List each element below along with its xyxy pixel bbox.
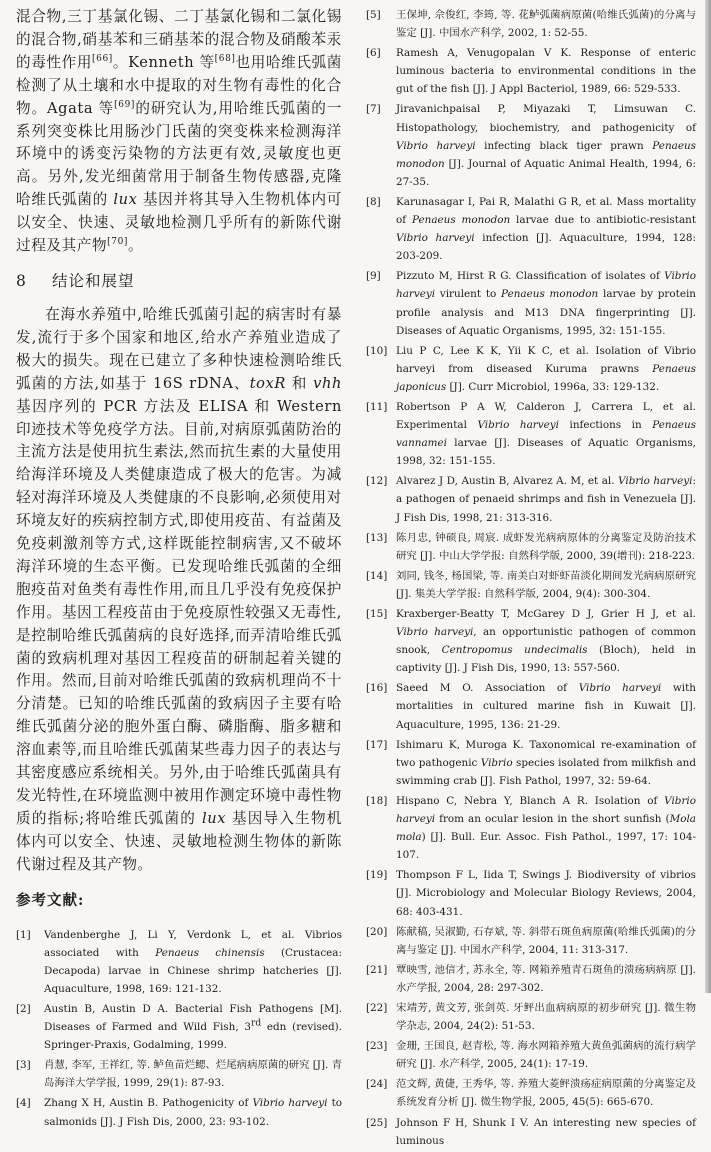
- reference-text: [396, 44, 696, 98]
- reference-item: [366, 961, 696, 997]
- italic-term: Penaeus chinensis: [155, 946, 265, 959]
- text: 基因导入生物机体内可以安全、快速、灵敏地检测生物体的新陈代谢过程及其产物。: [16, 809, 342, 873]
- reference-number: [8]: [366, 195, 381, 208]
- reference-segment: (Crustacea: Decapoda) larvae in Chinese shrimp hatcheries [J]. Aquaculture, 1998, 169: 121-132.: [44, 946, 342, 995]
- italic-term: Vibrio harveyi: [477, 419, 559, 432]
- reference-item: [16, 1000, 342, 1054]
- reference-text: [396, 398, 696, 470]
- reference-segment: Ramesh A, Venugopalan V K. Response of enteric luminous bacteria to environmental conditions in the gut of the fish [J]. J Appl Bacteriol, 1989, 66: 529-533.: [396, 47, 696, 96]
- reference-number: [20]: [366, 925, 388, 938]
- reference-text: [396, 736, 696, 790]
- reference-text: [44, 1056, 342, 1092]
- page-edge-shadow: [705, 0, 711, 993]
- gene-name: toxR: [249, 374, 286, 392]
- reference-number: [18]: [366, 794, 388, 807]
- reference-number: [25]: [366, 1116, 388, 1129]
- italic-term: Mola mola: [396, 813, 696, 844]
- reference-segment: Kraxberger-Beatty T, McGarey D J, Grier H J, et al.: [396, 608, 696, 620]
- reference-segment: [J]. Curr Microbiol, 1996a, 33: 129-132.: [446, 380, 660, 393]
- reference-segment: from an ocular lesion in the short sunfish (: [435, 813, 670, 826]
- reference-segment: 范文辉, 黄倢, 王秀华, 等. 养殖大菱鲆溃疡症病原菌的分离鉴定及系统发育分析 [J]. 微生物学报, 2005, 45(5): 665-670.: [396, 1078, 696, 1109]
- gene-name: lux: [201, 809, 227, 827]
- reference-item: [366, 736, 696, 790]
- reference-text: [396, 472, 696, 526]
- italic-term: Penaeus vannamei: [396, 419, 696, 450]
- reference-number: [14]: [366, 569, 388, 582]
- reference-text: [396, 100, 696, 190]
- reference-text: [396, 193, 696, 265]
- reference-text: [396, 1075, 696, 1111]
- reference-segment: infecting black tiger prawn: [475, 139, 653, 152]
- text: 的研究认为,用哈维氏弧菌的一系列突变株比用肠沙门氏菌的突变株来检测海洋环境中的诱变污染物的方法更有效,灵敏度也更高。另外,发光细菌常用于制备生物传感器,克隆哈维氏弧菌的: [16, 99, 342, 209]
- reference-text: [396, 342, 696, 396]
- reference-segment: infection [J]. Aquaculture, 1994, 128: 203-209.: [396, 232, 696, 263]
- reference-segment: Hispano C, Nebra Y, Blanch A R. Isolation of: [396, 794, 665, 807]
- reference-segment: to salmonids [J]. J Fish Dis, 2000, 23: 93-102.: [44, 1097, 343, 1128]
- reference-item: [366, 999, 696, 1035]
- reference-segment: Thompson F L, Iida T, Swings J. Biodiversity of vibrios [J]. Microbiology and Molecular Biology Reviews, 2004, 68: 403-431.: [396, 869, 696, 918]
- reference-text: [396, 923, 696, 959]
- citation: [70]: [107, 237, 129, 248]
- italic-term: Vibrio harveyi: [396, 232, 475, 245]
- reference-segment: Alvarez J D, Austin B, Alvarez A. M, et al.: [396, 475, 619, 488]
- reference-text: [396, 1114, 696, 1150]
- reference-number: [23]: [366, 1040, 388, 1053]
- reference-text: [396, 999, 696, 1035]
- reference-number: [10]: [366, 344, 388, 357]
- reference-text: [396, 605, 696, 677]
- left-column: [16, 6, 342, 1133]
- reference-segment: 覃映雪, 池信才, 苏永全, 等. 网箱养殖青石斑鱼的溃疡病病原 [J]. 水产学报, 2004, 28: 297-302.: [396, 963, 696, 994]
- reference-segment: ) [J]. Bull. Eur. Assoc. Fish Pathol., 1997, 17: 104-107.: [396, 831, 696, 862]
- reference-text: [44, 926, 342, 998]
- reference-segment: 陈献稿, 吴淑勤, 石存斌, 等. 斜带石斑鱼病原菌(哈维氏弧菌)的分离与鉴定 [J]. 中国水产科学, 2004, 11: 313-317.: [396, 925, 696, 956]
- reference-segment: [J]. Journal of Aquatic Animal Health, 1994, 6: 27-35.: [396, 157, 696, 188]
- reference-text: [44, 1094, 342, 1130]
- conclusion-paragraph: [16, 304, 342, 877]
- reference-item: [366, 1037, 696, 1073]
- reference-number: [15]: [366, 608, 388, 620]
- reference-number: [5]: [366, 9, 381, 21]
- italic-term: Vibrio harveyi: [252, 1097, 328, 1110]
- reference-segment: Liu P C, Lee K K, Yii K C, et al. Isolation of Vibrio harveyi from diseased Kuruma prawns: [396, 344, 696, 375]
- gene-name: vhh: [313, 374, 342, 392]
- reference-segment: larvae [J]. Diseases of Aquatic Organisms, 1998, 32: 151-155.: [396, 437, 696, 468]
- references-heading: 参考文献:: [16, 891, 85, 909]
- reference-segment: 王保坤, 佘俊红, 李筠, 等. 花鲈弧菌病原菌(哈维氏弧菌)的分离与鉴定 [J]. 中国水产科学, 2002, 1: 52-55.: [396, 9, 696, 40]
- section-title: 结论和展望: [52, 271, 135, 290]
- reference-number: [1]: [16, 928, 31, 941]
- reference-item: [366, 398, 696, 470]
- section-number: 8: [16, 271, 27, 290]
- reference-text: [396, 567, 696, 603]
- reference-number: [7]: [366, 103, 381, 116]
- reference-text: [396, 679, 696, 733]
- text: 在海水养殖中,哈维氏弧菌引起的病害时有暴发,流行于多个国家和地区,给水产养殖业造成了极大的损失。现在已建立了多种快速检测哈维氏弧菌的方法,如基于 16S rDNA、: [16, 305, 342, 392]
- text: 。Kenneth 等: [112, 53, 215, 71]
- reference-item: [366, 866, 696, 920]
- reference-segment: with mortalities in cultured marine fish in Kuwait [J]. Aquaculture, 1995, 136: 21-29.: [396, 682, 696, 731]
- reference-segment: Jiravanichpaisal P, Miyazaki T, Limsuwan C. Histopathology, biochemistry, and pathogenicity of: [396, 103, 696, 134]
- reference-number: [3]: [16, 1059, 31, 1072]
- italic-term: Penaeus monodon: [501, 288, 599, 301]
- reference-segment: Zhang X H, Austin B. Pathogenicity of: [44, 1097, 253, 1110]
- text: 基因序列的 PCR 方法及 ELISA 和 Western 印迹技术等免疫学方法。目前,对病原弧菌防治的主流方法是使用抗生素法,然而抗生素的大量使用给海洋环境及人类健康造成了极大的危害。为减轻对海洋环境及人类健康的不良影响,必须使用对环境友好的疾病控制方式,即使用疫苗、有益菌及免疫刺激剂等方式,这样既能控制病害,又不破坏海洋环境的生态平衡。已发现哈维氏弧菌的全细胞疫苗对鱼类有毒性作用,而且几乎没有免疫保护作用。基因工程疫苗由于免疫原性较强又无毒性,是控制哈维氏弧菌病的良好选择,而弄清哈维氏弧菌的致病机理对基因工程疫苗的研制起着关键的作用。然而,目前对哈维氏弧菌的致病机理尚不十分清楚。已知的哈维氏弧菌的致病因子主要有哈维氏弧菌分泌的胞外蛋白酶、磷脂酶、脂多糖和溶血素等,而且哈维氏弧菌某些毒力因子的表达与其密度感应系统相关。另外,由于哈维氏弧菌具有发光特性,在环境监测中被用作测定环境中毒性物质的指标;将哈维氏弧菌的: [16, 397, 342, 827]
- reference-text: [396, 866, 696, 920]
- reference-number: [22]: [366, 1001, 388, 1014]
- reference-segment: 陈月忠, 钟硕良, 周宸. 成虾发光病病原体的分离鉴定及防治技术研究 [J]. 中山大学学报: 自然科学版, 2000, 39(增刊): 218-223.: [396, 531, 696, 562]
- italic-term: Vibrio: [480, 756, 513, 769]
- reference-segment: 肖慧, 李军, 王祥红, 等. 鲈鱼苗烂鳃、烂尾病病原菌的研究 [J]. 青岛海洋大学学报, 1999, 29(1): 87-93.: [44, 1059, 342, 1090]
- reference-item: [366, 567, 696, 603]
- reference-number: [16]: [366, 682, 388, 695]
- reference-segment: Robertson P A W, Calderon J, Carrera L, et al. Experimental: [396, 400, 696, 432]
- citation: [68]: [214, 53, 236, 64]
- reference-segment: 宋靖芳, 黄文芳, 张剑英. 牙鲆出血病病原的初步研究 [J]. 微生物学杂志, 2004, 24(2): 51-53.: [396, 1001, 696, 1033]
- superscript: rd: [251, 1018, 262, 1029]
- text: 也用哈维氏弧菌检测了从土壤和水中提取的对生物有毒性的化合物。Agata 等: [16, 53, 342, 117]
- italic-term: Vibrio harveyi: [396, 139, 476, 152]
- reference-item: [366, 193, 696, 265]
- reference-segment: , an opportunistic pathogen of common snook,: [396, 626, 696, 657]
- citation: [69]: [114, 99, 136, 110]
- text: 基因并将其导入生物机体内可以安全、快速、灵敏地检测几乎所有的新陈代谢过程及其产物: [16, 191, 342, 255]
- right-column: [366, 6, 696, 1152]
- citation: [66]: [92, 53, 113, 64]
- reference-item: [366, 923, 696, 959]
- reference-item: [366, 6, 696, 42]
- reference-segment: Karunasagar I, Pai R, Malathi G R, et al. Mass mortality of: [396, 195, 696, 227]
- reference-segment: larvae by protein profile analysis and M13 DNA fingerprinting [J]. Diseases of Aquatic Organisms, 1995, 32: 151-155.: [396, 288, 696, 337]
- italic-term: Vibrio harveyi: [396, 270, 696, 301]
- reference-segment: Pizzuto M, Hirst R G. Classification of isolates of: [396, 270, 665, 283]
- reference-number: [19]: [366, 869, 388, 882]
- reference-text: [44, 1000, 342, 1054]
- italic-term: Penaeus monodon: [411, 214, 511, 227]
- reference-segment: species isolated from milkfish and swimming crab [J]. Fish Pathol, 1997, 32: 59-64.: [396, 756, 696, 787]
- italic-term: Vibrio harveyi: [618, 475, 693, 488]
- paragraph-continued: [16, 6, 342, 258]
- reference-text: [396, 529, 696, 565]
- italic-term: Vibrio harveyi: [396, 626, 474, 639]
- reference-number: [6]: [366, 47, 381, 60]
- reference-segment: larvae due to antibiotic-resistant: [510, 214, 697, 227]
- reference-text: [396, 961, 696, 997]
- reference-item: [366, 342, 696, 396]
- reference-item: [366, 44, 696, 98]
- reference-number: [24]: [366, 1078, 388, 1091]
- reference-item: [366, 100, 696, 190]
- reference-number: [21]: [366, 963, 388, 976]
- text: 混合物,三丁基氯化锡、二丁基氯化锡和二氯化锡的混合物,硝基苯和三硝基苯的混合物及硝酸苯汞的毒性作用: [16, 8, 342, 71]
- reference-number: [17]: [366, 738, 388, 751]
- reference-item: [366, 792, 696, 864]
- reference-list-left: [16, 926, 342, 1131]
- reference-segment: : a pathogen of penaeid shrimps and fish in Venezuela [J]. J Fish Dis, 1998, 21: 313-316.: [396, 475, 696, 524]
- reference-item: [16, 926, 342, 998]
- reference-item: [366, 472, 696, 526]
- reference-segment: Austin B, Austin D A. Bacterial Fish Pathogens [M]. Diseases of Farmed and Wild Fish, 3: [44, 1003, 342, 1034]
- reference-segment: 金珊, 王国良, 赵青松, 等. 海水网箱养殖大黄鱼弧菌病的流行病学研究 [J]. 水产科学, 2005, 24(1): 17-19.: [396, 1040, 696, 1071]
- italic-term: Centropomus undecimalis: [441, 644, 588, 657]
- reference-text: [396, 6, 696, 42]
- reference-number: [13]: [366, 531, 388, 544]
- italic-term: Penaeus japonicus: [396, 362, 696, 393]
- reference-segment: infections in: [558, 419, 653, 432]
- reference-item: [16, 1056, 342, 1092]
- reference-number: [12]: [366, 475, 388, 488]
- section-heading: [16, 270, 342, 292]
- gene-name: lux: [113, 191, 138, 209]
- reference-text: [396, 792, 696, 864]
- reference-number: [11]: [366, 400, 388, 413]
- reference-number: [4]: [16, 1097, 31, 1110]
- reference-segment: Johnson F H, Shunk I V. An interesting new species of luminous: [396, 1116, 696, 1147]
- reference-segment: virulent to: [435, 288, 502, 301]
- reference-item: [16, 1094, 342, 1130]
- reference-segment: edn (revised). Springer-Praxis, Godalming, 1999.: [44, 1021, 343, 1052]
- reference-segment: Vandenberghe J, Li Y, Verdonk L, et al. Vibrios associated with: [44, 928, 342, 959]
- reference-item: [366, 1114, 696, 1150]
- italic-term: Vibrio harveyi: [396, 794, 696, 826]
- text: 。: [128, 237, 144, 255]
- reference-number: [9]: [366, 270, 381, 283]
- text: 和: [285, 374, 314, 392]
- italic-term: Penaeus monodon: [396, 139, 696, 170]
- reference-text: [396, 1037, 696, 1073]
- reference-item: [366, 605, 696, 677]
- reference-item: [366, 1075, 696, 1111]
- reference-number: [2]: [16, 1003, 31, 1015]
- reference-list-right: [366, 6, 696, 1150]
- reference-segment: 刘同, 钱冬, 杨国梁, 等. 南美白对虾虾苗淡化期间发光病病原研究 [J]. 集美大学学报: 自然科学版, 2004, 9(4): 300-304.: [396, 569, 696, 600]
- reference-text: [396, 267, 696, 339]
- reference-item: [366, 679, 696, 733]
- reference-segment: (Bloch), held in captivity [J]. J Fish Dis, 1990, 13: 557-560.: [396, 644, 696, 675]
- reference-item: [366, 529, 696, 565]
- italic-term: Vibrio harveyi: [578, 682, 662, 695]
- reference-segment: Saeed M O. Association of: [396, 682, 579, 695]
- reference-segment: Ishimaru K, Muroga K. Taxonomical re-examination of two pathogenic: [396, 738, 696, 769]
- reference-item: [366, 267, 696, 339]
